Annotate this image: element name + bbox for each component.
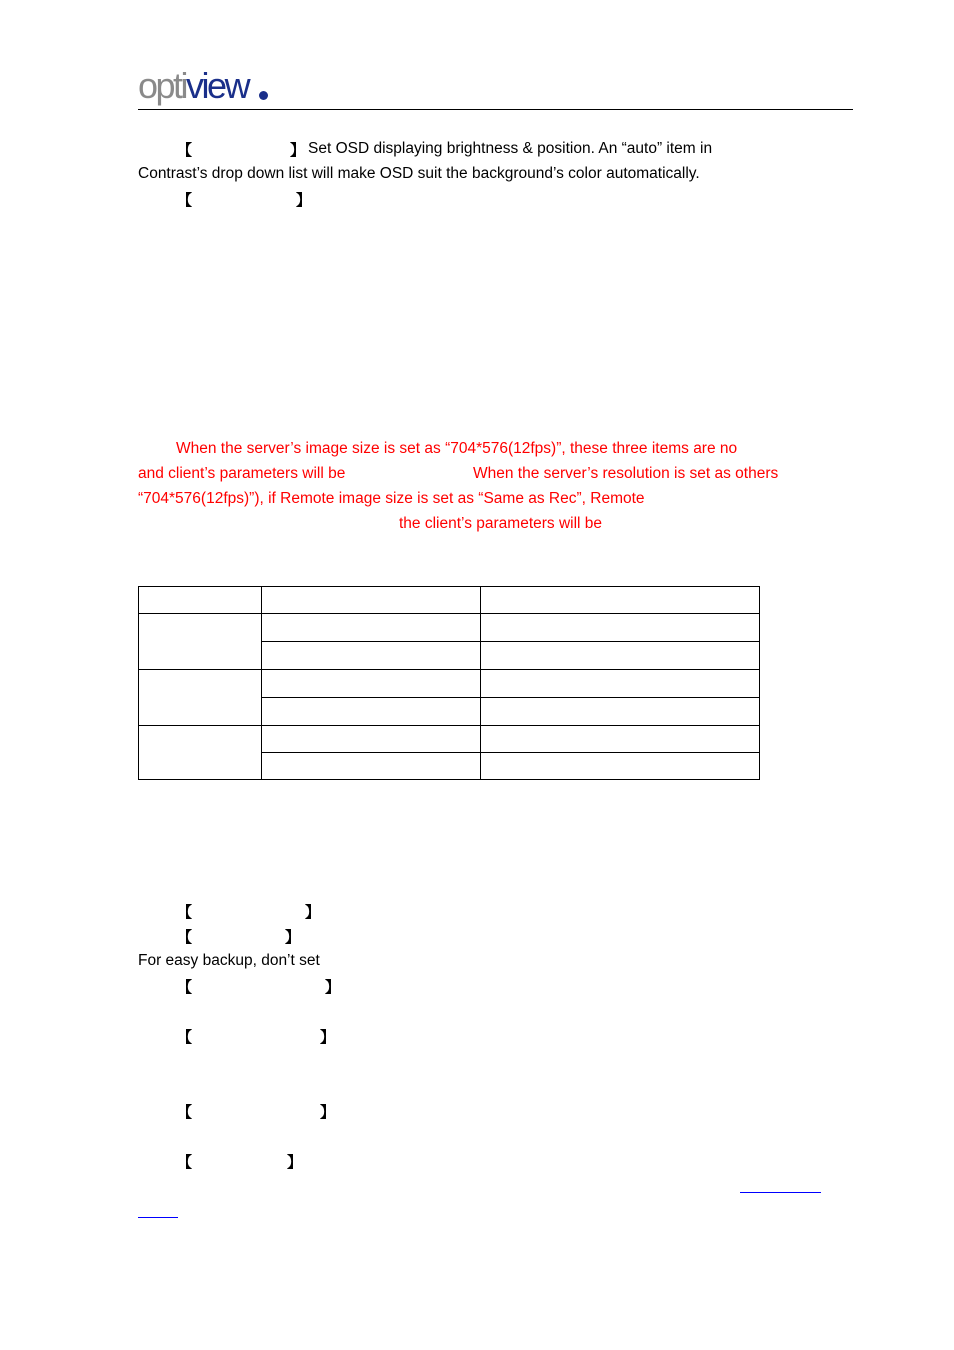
bracket-open: 【: [177, 929, 193, 946]
table-cell: [481, 587, 760, 614]
bracket-open: 【: [177, 142, 193, 159]
table-row: [139, 670, 760, 698]
table-cell: [481, 670, 760, 698]
table-cell: [481, 753, 760, 780]
table-cell: [139, 587, 262, 614]
header-rule: [138, 109, 853, 110]
table-cell: [262, 726, 481, 753]
bracket-close: 】: [320, 1104, 336, 1121]
osd-text-line2: Contrast’s drop down list will make OSD suit the background’s color automatically.: [138, 165, 700, 182]
note-line3: “704*576(12fps)”), if Remote image size is set as “Same as Rec”, Remote: [138, 490, 645, 507]
table-cell: [139, 726, 262, 780]
bracket-close: 】: [285, 929, 301, 946]
table-row: [139, 587, 760, 614]
osd-text-line1: Set OSD displaying brightness & position. An “auto” item in: [308, 140, 713, 157]
note-line2b: When the server’s resolution is set as others: [473, 465, 779, 482]
hyperlink-underline[interactable]: [740, 1192, 821, 1193]
table-cell: [262, 670, 481, 698]
table-cell: [262, 614, 481, 642]
table-cell: [262, 642, 481, 670]
hyperlink-underline[interactable]: [138, 1217, 178, 1218]
table-cell: [481, 614, 760, 642]
note-line4: the client’s parameters will be: [399, 515, 603, 532]
note-line2a: and client’s parameters will be: [138, 465, 346, 482]
note-line1: When the server’s image size is set as “704*576(12fps)”, these three items are no: [176, 440, 738, 457]
backup-text: For easy backup, don’t set: [138, 952, 320, 969]
parameter-table: [138, 586, 760, 780]
table-cell: [481, 642, 760, 670]
table-cell: [481, 726, 760, 753]
bracket-open: 【: [177, 192, 193, 209]
logo-dot-icon: [259, 91, 268, 100]
bracket-close: 】: [296, 192, 312, 209]
table-cell: [262, 698, 481, 726]
logo-text: optiview: [138, 65, 249, 106]
bracket-close: 】: [320, 1029, 336, 1046]
table-cell: [262, 587, 481, 614]
bracket-open: 【: [177, 1154, 193, 1171]
bracket-close: 】: [325, 979, 341, 996]
table-cell: [262, 753, 481, 780]
table-cell: [139, 614, 262, 670]
table-cell: [139, 670, 262, 726]
table-row: [139, 726, 760, 753]
bracket-open: 【: [177, 1029, 193, 1046]
bracket-close: 】: [287, 1154, 303, 1171]
bracket-close: 】: [290, 142, 306, 159]
table-row: [139, 614, 760, 642]
table-cell: [481, 698, 760, 726]
bracket-close: 】: [305, 904, 321, 921]
bracket-open: 【: [177, 979, 193, 996]
optiview-logo: [138, 66, 248, 106]
bracket-open: 【: [177, 904, 193, 921]
bracket-open: 【: [177, 1104, 193, 1121]
